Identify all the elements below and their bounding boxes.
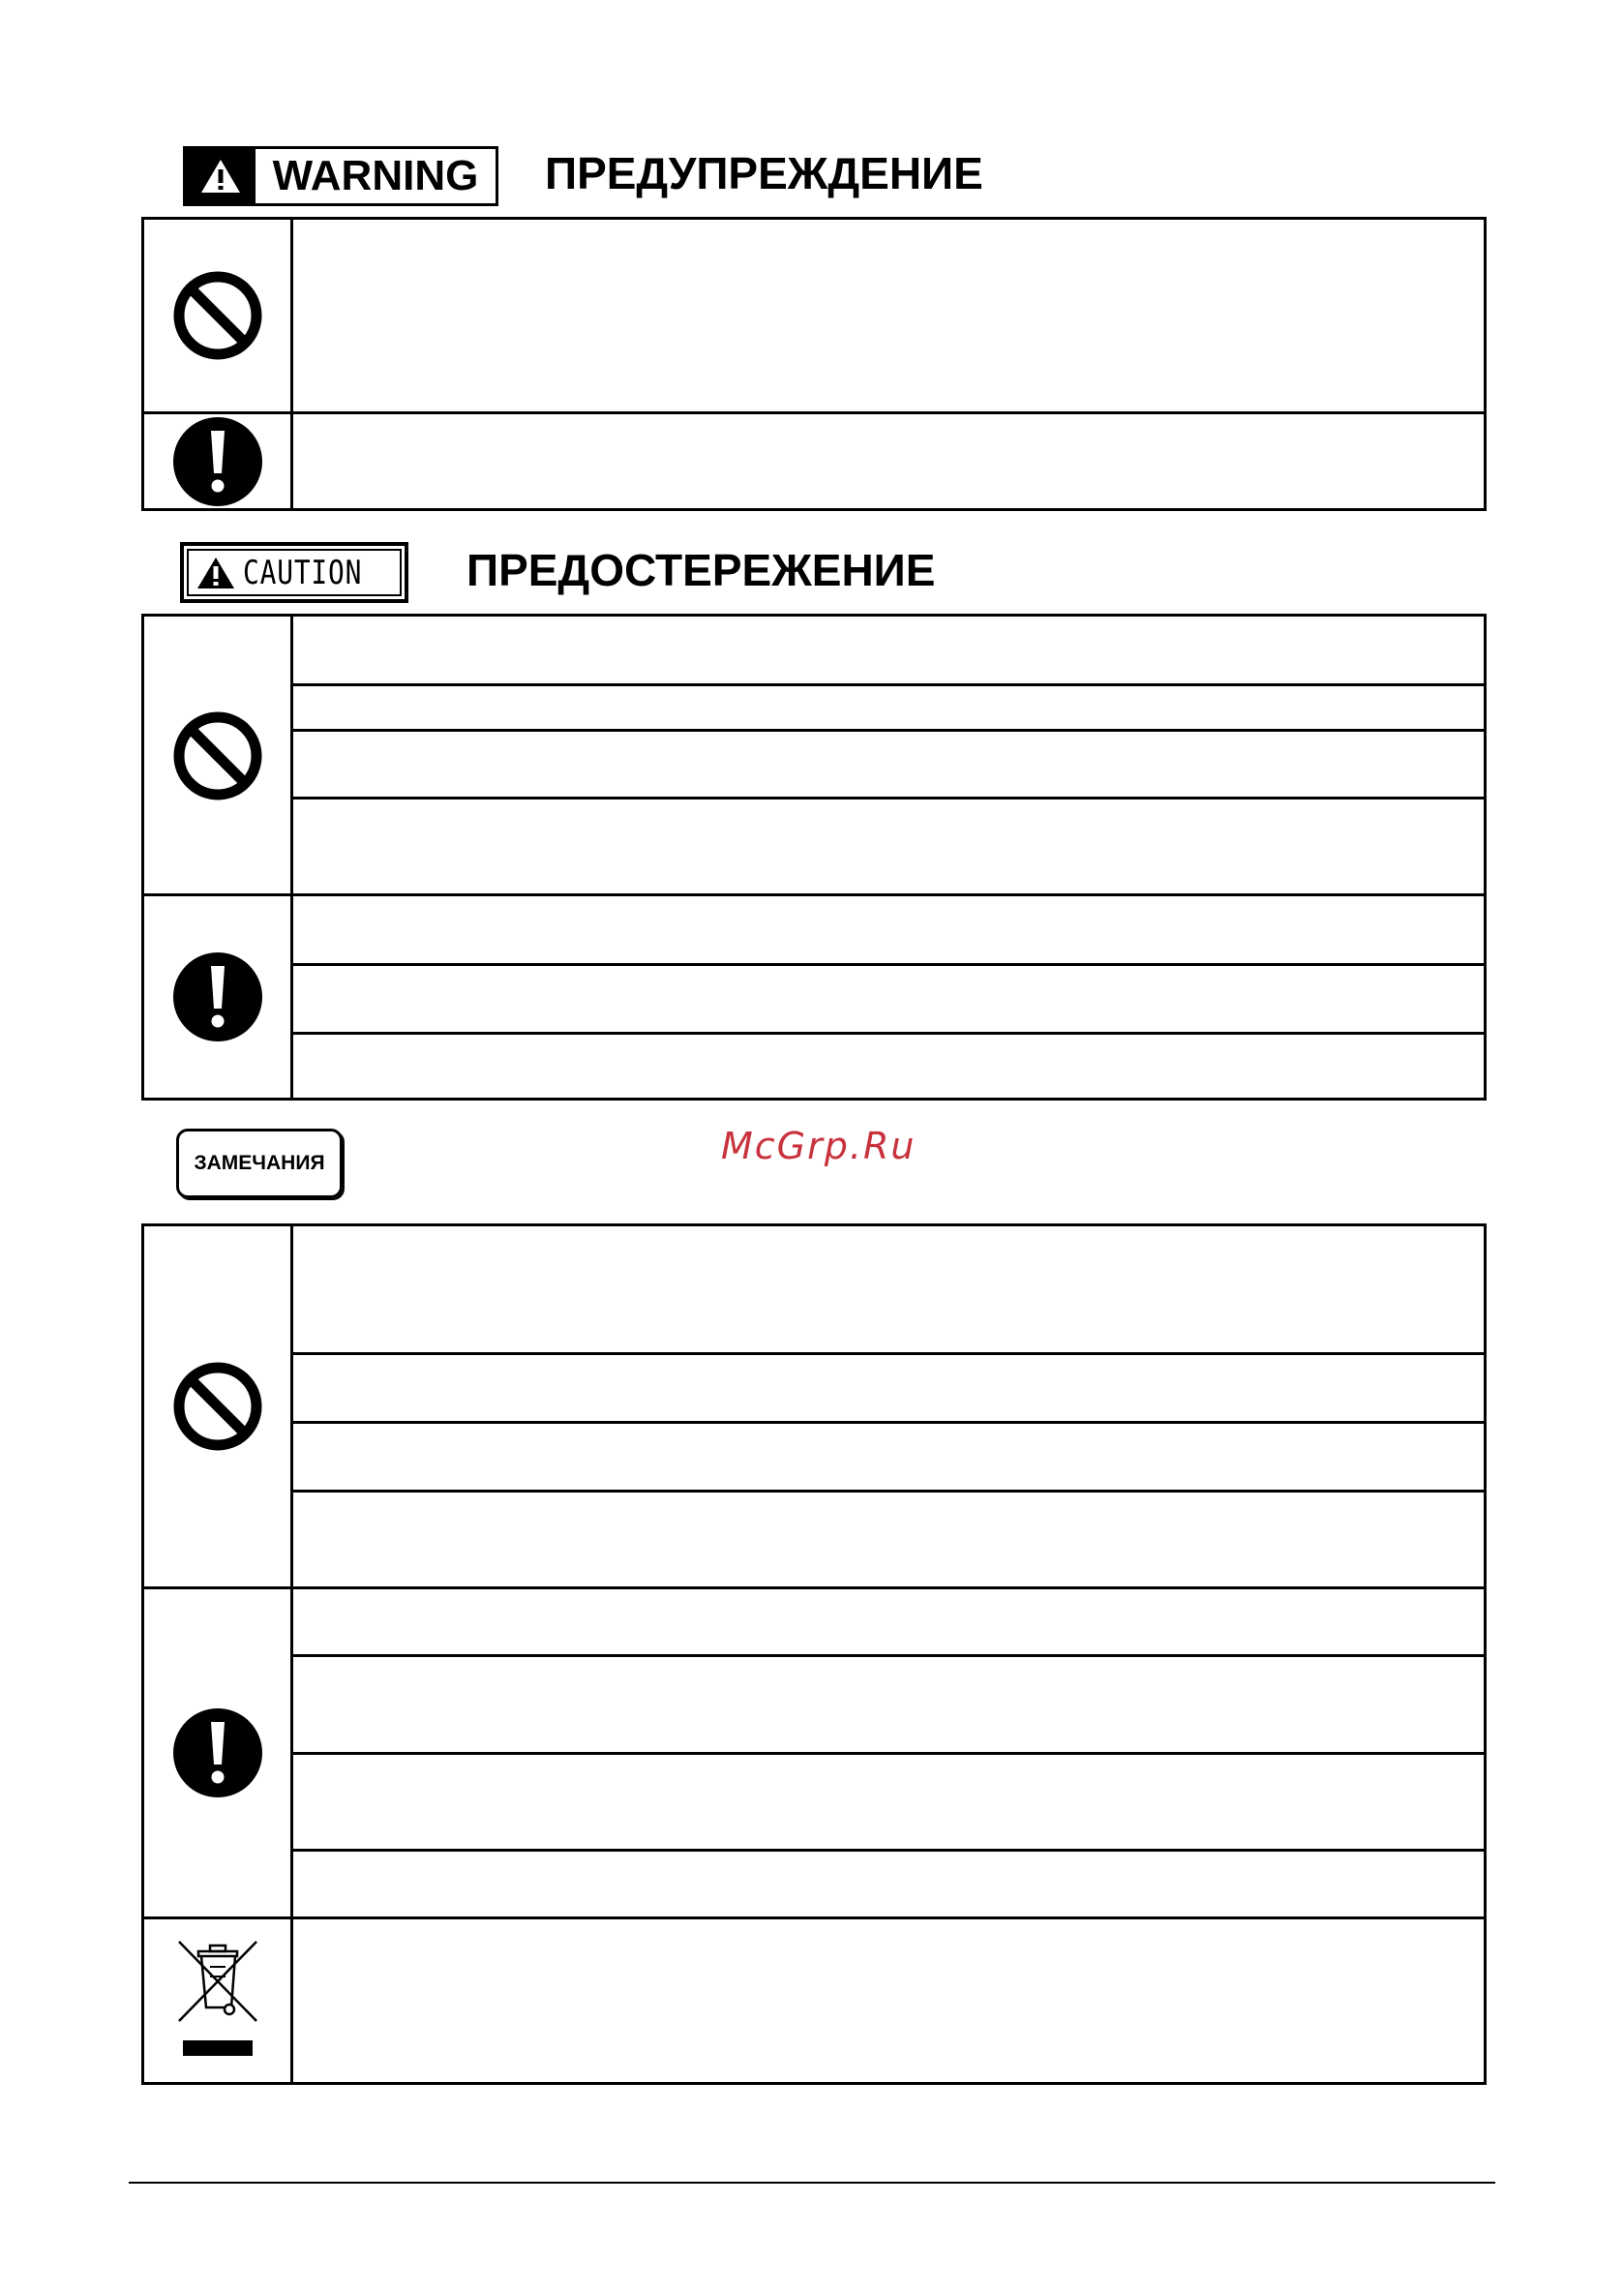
caution-row-divider bbox=[293, 963, 1484, 966]
warning-badge-label: WARNING bbox=[272, 152, 479, 199]
caution-row-divider bbox=[293, 797, 1484, 800]
warning-group-prohibited bbox=[144, 220, 1484, 411]
notes-row-divider bbox=[293, 1752, 1484, 1755]
mandatory-exclamation-icon bbox=[171, 1706, 264, 1799]
warning-table bbox=[141, 217, 1487, 511]
notes-group-mandatory bbox=[144, 1589, 1484, 1916]
prohibition-icon bbox=[171, 1360, 264, 1453]
watermark-text: McGrp.Ru bbox=[721, 1125, 917, 1167]
warning-prohibited-icon-cell bbox=[144, 220, 293, 411]
caution-heading: ПРЕДОСТЕРЕЖЕНИЕ bbox=[466, 545, 936, 595]
notes-row-divider bbox=[293, 1654, 1484, 1657]
notes-row-divider bbox=[293, 1352, 1484, 1355]
notes-row-divider bbox=[293, 1490, 1484, 1493]
warning-group-mandatory bbox=[144, 414, 1484, 508]
caution-row-divider bbox=[293, 683, 1484, 686]
warning-triangle-icon bbox=[186, 149, 256, 203]
prohibition-icon bbox=[171, 709, 264, 802]
notes-prohibited-icon-cell bbox=[144, 1226, 293, 1586]
caution-badge bbox=[180, 542, 408, 603]
caution-triangle-icon bbox=[189, 556, 243, 590]
mandatory-exclamation-icon bbox=[171, 950, 264, 1043]
prohibition-icon bbox=[171, 269, 264, 362]
caution-mandatory-icon-cell bbox=[144, 896, 293, 1098]
warning-mandatory-icon-cell bbox=[144, 414, 293, 508]
notes-mandatory-icon-cell bbox=[144, 1589, 293, 1916]
notes-row-divider bbox=[293, 1849, 1484, 1852]
caution-group-prohibited bbox=[144, 617, 1484, 895]
caution-prohibited-icon-cell bbox=[144, 617, 293, 895]
notes-group-disposal bbox=[144, 1919, 1484, 2082]
mandatory-exclamation-icon bbox=[171, 415, 264, 508]
caution-group-mandatory bbox=[144, 896, 1484, 1098]
caution-table bbox=[141, 614, 1487, 1101]
notes-badge: ЗАМЕЧАНИЯ bbox=[176, 1129, 343, 1198]
caution-badge-label: CAUTION bbox=[243, 553, 363, 592]
notes-group-prohibited bbox=[144, 1226, 1484, 1586]
notes-row-divider bbox=[293, 1421, 1484, 1424]
footer-rule bbox=[129, 2182, 1495, 2184]
notes-disposal-icon-cell bbox=[144, 1919, 293, 2082]
crossed-out-bin-icon bbox=[171, 1938, 264, 2064]
warning-badge bbox=[183, 146, 498, 206]
caution-row-divider bbox=[293, 729, 1484, 732]
caution-row-divider bbox=[293, 1032, 1484, 1035]
warning-heading: ПРЕДУПРЕЖДЕНИЕ bbox=[545, 148, 983, 198]
notes-table bbox=[141, 1223, 1487, 2085]
